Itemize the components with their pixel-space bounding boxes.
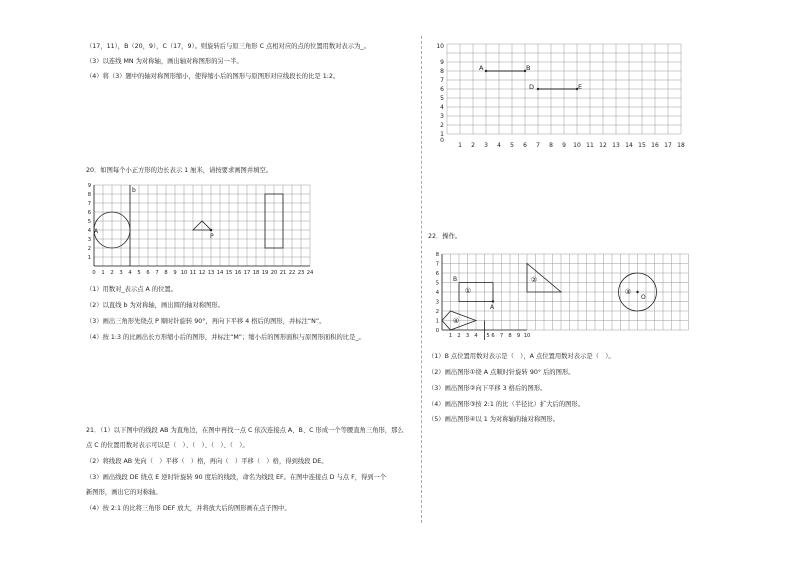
- q22-y-tick: 8: [435, 252, 439, 258]
- q20-x-tick: 13: [207, 270, 215, 276]
- q22-x-tick: 7: [499, 333, 504, 339]
- q22-grid: [432, 250, 692, 342]
- q19-label-D: D: [529, 83, 535, 91]
- q20-x-tick: 10: [180, 270, 188, 276]
- q21-text-3: （2）将线段 AB 先向（ ）平移（ ）格，再向（ ）平移（ ）格，得到线段 DE。: [86, 458, 328, 465]
- q22-label-B: B: [453, 276, 458, 283]
- q19-y-tick: 2: [440, 122, 444, 129]
- q19-x-tick: 5: [510, 142, 514, 149]
- q19-x-tick: 8: [549, 142, 553, 149]
- q22-shape-1: ①: [464, 287, 472, 295]
- q22-text-5: （5）画出图形④以 1 为对称轴的轴对称图形。: [428, 416, 560, 423]
- q22-y-tick: 2: [435, 309, 439, 315]
- q19-x-tick: 7: [536, 142, 540, 149]
- q19-text-1: （17，11），B（20，9），C（17，9）。则旋转后与原三角形 C 点相对应的点的位置用数对表示为_。: [86, 43, 370, 50]
- q22-x-tick: 10: [523, 333, 531, 339]
- q21-text-2: 点 C 的位置用数对表示可以是（ ）、（ ）、（ ）、（ ）。: [86, 442, 249, 449]
- q20-label-A: A: [94, 228, 99, 235]
- q19-x-tick: 11: [586, 142, 594, 149]
- q20-x-tick: 4: [128, 270, 132, 276]
- q19-x-tick: 17: [664, 142, 672, 149]
- q19-label-A: A: [479, 64, 484, 72]
- q20-y-tick: 4: [87, 228, 91, 234]
- q21-text-5: 新图形，画出它的对称轴。: [86, 489, 162, 496]
- q22-y-tick: 7: [435, 261, 439, 268]
- q20-y-tick: 7: [87, 201, 91, 207]
- q20-x-tick: 16: [234, 270, 242, 276]
- q19-x-tick: 14: [625, 142, 633, 149]
- q20-x-tick: 14: [216, 270, 224, 276]
- q20-text-3: （3）画出三角形先绕点 P 顺时针旋转 90°，再向下平移 4 格后的图形，并标注“N”。: [86, 318, 326, 325]
- q22-shape-2: ②: [530, 276, 538, 284]
- q22-x-tick: 6: [491, 333, 495, 339]
- q22-text-2: （2）画出图形①绕 A 点顺时针旋转 90° 后的图形。: [428, 369, 575, 376]
- q19-x-tick: 4: [497, 142, 501, 149]
- q20-text-4: （4）按 1:3 的比画出长方形缩小后的图形，并标注“M”；缩小后的图形面积与原图形面积的比是_。: [86, 334, 365, 341]
- q22-x-tick: 3: [465, 333, 470, 339]
- q22-x-tick: 8: [508, 333, 512, 339]
- q20-x-tick: 24: [306, 270, 314, 276]
- q22-label-A: A: [490, 304, 495, 311]
- q20-x-tick: 17: [243, 270, 251, 276]
- q19-y-tick: 4: [440, 104, 444, 111]
- q22-x-tick: 1: [448, 333, 453, 339]
- q19-grid: [432, 38, 684, 150]
- q19-x-tick: 1: [458, 142, 462, 149]
- q19-y-tick: 9: [440, 59, 444, 66]
- q19-label-B: B: [526, 64, 531, 72]
- q22-text-4: （4）画出图形③按 2:1 的比（半径比）扩大后的图形。: [428, 401, 585, 408]
- q22-y-tick: 4: [435, 290, 439, 296]
- q19-x-tick: 18: [677, 142, 685, 149]
- q22-y-tick: 0: [435, 328, 439, 334]
- q20-x-tick: 15: [225, 270, 233, 276]
- q22-text-3: （3）画出图形②向下平移 3 格后的图形。: [428, 385, 547, 392]
- q19-x-tick: 2: [471, 142, 475, 149]
- q20-y-tick: 3: [87, 237, 91, 243]
- q19-y-tick: 0: [440, 137, 444, 144]
- q20-label-P: P: [210, 233, 214, 240]
- q20-x-tick: 22: [288, 270, 296, 276]
- q22-label-O: O: [641, 294, 646, 301]
- q21-text-1: 21．（1）以下图中的线段 AB 为直角边，在图中再找一点 C 依次连接点 A、B、C 形成一个等腰直角三角形，那么: [86, 427, 404, 434]
- q22-y-tick: 3: [435, 299, 439, 306]
- q22-x-tick: 2: [457, 333, 461, 339]
- q19-text-3: （4）将（3）题中的轴对称图形缩小，使得缩小后的图形与原图形对应线段长的比是 1:2。: [86, 73, 340, 80]
- q20-x-tick: 9: [173, 270, 177, 276]
- q19-x-tick: 6: [523, 142, 527, 149]
- q19-x-tick: 15: [638, 142, 646, 149]
- q20-x-tick: 19: [261, 270, 269, 276]
- q20-title: 20．如图每个小正方形的边长表示 1 厘米，请按要求画图并填空。: [86, 167, 273, 174]
- q20-y-tick: 6: [87, 210, 91, 216]
- q22-title: 22．操作。: [428, 233, 462, 240]
- q19-y-tick: 6: [440, 86, 444, 93]
- q20-x-tick: 3: [119, 270, 123, 276]
- q22-y-tick: 5: [435, 280, 439, 287]
- q22-y-tick: 1: [435, 318, 439, 325]
- q20-x-tick: 0: [92, 270, 96, 276]
- q22-text-1: （1）B 点位置用数对表示是（ ），A 点位置用数对表示是（ ）。: [428, 353, 615, 360]
- q21-text-4: （3）画出线段 DE 绕点 E 逆时针旋转 90 度后的线段，命名为线段 EF。在图中连接点 D 与点 F，得到一个: [86, 474, 387, 481]
- q20-y-tick: 1: [87, 255, 91, 261]
- q20-x-tick: 8: [164, 270, 168, 276]
- q20-x-tick: 5: [137, 270, 141, 276]
- q20-label-b: b: [132, 187, 136, 194]
- q22-shape-3: ③: [624, 288, 632, 296]
- q19-x-tick: 12: [599, 142, 607, 149]
- q19-x-tick: 13: [612, 142, 620, 149]
- q22-x-tick: 5: [486, 333, 490, 339]
- q20-x-tick: 23: [297, 270, 305, 276]
- column-divider: [421, 36, 422, 523]
- q21-text-6: （4）按 2:1 的比将三角形 DEF 放大，并将放大后的图形画在点子图中。: [86, 505, 291, 512]
- q22-y-tick: 6: [435, 271, 439, 277]
- q20-x-tick: 12: [198, 270, 206, 276]
- q20-x-tick: 1: [101, 270, 105, 276]
- q19-y-tick: 1: [440, 131, 444, 138]
- q20-x-tick: 7: [155, 270, 159, 276]
- q22-x-tick: 4: [474, 333, 478, 339]
- q20-x-tick: 21: [279, 270, 287, 276]
- q19-label-E: E: [578, 83, 583, 91]
- q20-y-tick: 5: [87, 219, 91, 225]
- q20-y-tick: 9: [87, 183, 91, 189]
- q22-x-tick: 9: [516, 333, 521, 339]
- q20-text-2: （2）以直线 b 为对称轴，画出圆的轴对称图形。: [86, 302, 224, 309]
- q20-grid: [84, 182, 314, 277]
- q20-x-tick: 2: [110, 270, 114, 276]
- q19-x-tick: 3: [484, 142, 488, 149]
- q19-y-tick: 5: [440, 95, 444, 102]
- q20-text-1: （1）用数对_表示点 A 的位置。: [86, 286, 178, 293]
- q20-x-tick: 18: [252, 270, 260, 276]
- q22-shape-4: ④: [452, 317, 460, 325]
- q19-x-tick: 9: [562, 142, 566, 149]
- q19-y-tick: 7: [440, 77, 444, 84]
- q19-y-tick: 3: [440, 113, 444, 120]
- q19-x-tick: 10: [573, 142, 581, 149]
- q20-x-tick: 11: [189, 270, 197, 276]
- q20-y-tick: 8: [87, 192, 91, 198]
- q19-x-tick: 16: [651, 142, 659, 149]
- q19-y-tick: 10: [436, 43, 444, 50]
- q20-x-tick: 6: [146, 270, 150, 276]
- q20-x-tick: 20: [270, 270, 278, 276]
- q19-text-2: （3）以连线 MN 为对称轴，画出轴对称图形的另一半。: [86, 58, 243, 65]
- q20-y-tick: 2: [87, 246, 91, 252]
- q19-y-tick: 8: [440, 68, 444, 75]
